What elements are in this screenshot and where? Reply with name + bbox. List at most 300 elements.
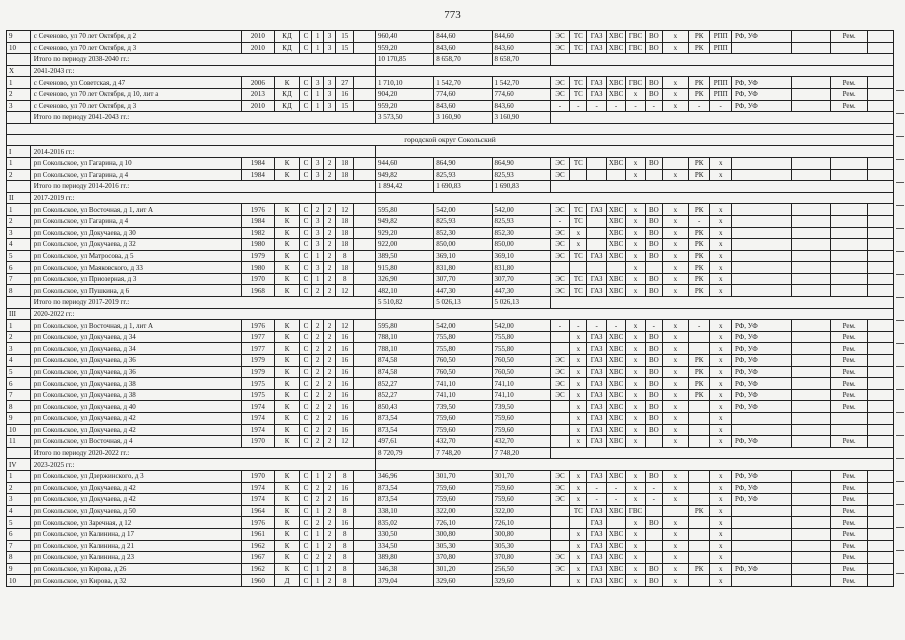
- system-cell: х: [570, 552, 587, 564]
- repair-type-cell: Рем.: [831, 320, 868, 332]
- address-cell: рп Сокольское, ул Калинина, д 23: [30, 552, 241, 564]
- year-cell: 2006: [242, 77, 274, 89]
- system-cell: ВО: [645, 239, 662, 251]
- total-area-cell: 379,04: [375, 575, 433, 587]
- address-cell: рп Сокольское, ул Докучаева, д 42: [30, 494, 241, 506]
- system-cell: РПП: [710, 88, 732, 100]
- owned-area-cell: 726,10: [492, 517, 550, 529]
- living-area-cell: 741,10: [434, 389, 492, 401]
- repair-type-cell: Рем.: [831, 494, 868, 506]
- system-cell: ХВС: [606, 31, 625, 43]
- system-cell: [688, 331, 710, 343]
- wall-material-cell: К: [274, 239, 300, 251]
- empty-cell: [375, 146, 893, 158]
- period-total-living: 7 748,20: [434, 447, 492, 459]
- owned-area-cell: 825,93: [492, 215, 550, 227]
- system-cell: ВО: [645, 31, 662, 43]
- system-cell: ВО: [645, 366, 662, 378]
- address-cell: с Сеченово, ул Советская, д 47: [30, 77, 241, 89]
- year-cell: 1962: [242, 540, 274, 552]
- year-cell: 1984: [242, 215, 274, 227]
- system-cell: ЭС: [550, 239, 569, 251]
- apartments-cell: 8: [336, 552, 354, 564]
- wall-material-cell: К: [274, 424, 300, 436]
- table-row: [7, 239, 894, 251]
- funding-cell: [732, 505, 792, 517]
- year-cell: 1980: [242, 239, 274, 251]
- funding-cell: РФ, УФ: [732, 389, 792, 401]
- system-cell: х: [710, 413, 732, 425]
- system-cell: х: [710, 285, 732, 297]
- system-cell: х: [626, 343, 645, 355]
- system-cell: х: [662, 575, 688, 587]
- empty-cell: [867, 157, 893, 169]
- period-total-label: Итого по периоду 2020-2022 гг.:: [30, 447, 375, 459]
- apartments-cell: 16: [336, 343, 354, 355]
- system-cell: ХВС: [606, 378, 625, 390]
- system-cell: ЭС: [550, 169, 569, 181]
- system-cell: х: [626, 540, 645, 552]
- system-cell: х: [662, 250, 688, 262]
- system-cell: ГАЗ: [587, 563, 606, 575]
- system-cell: ХВС: [606, 343, 625, 355]
- system-cell: ВО: [645, 563, 662, 575]
- empty-cell: [867, 239, 893, 251]
- empty-cell: [792, 540, 831, 552]
- year-cell: 1977: [242, 343, 274, 355]
- owned-area-cell: 1 542,70: [492, 77, 550, 89]
- address-cell: рп Сокольское, ул Докучаева, д 42: [30, 413, 241, 425]
- system-cell: ХВС: [606, 413, 625, 425]
- floors-cell: 3: [312, 239, 324, 251]
- system-cell: ВО: [645, 157, 662, 169]
- system-cell: х: [662, 355, 688, 367]
- funding-cell: РФ, УФ: [732, 355, 792, 367]
- funding-cell: [732, 227, 792, 239]
- living-area-cell: 774,60: [434, 88, 492, 100]
- wall-material-cell: К: [274, 262, 300, 274]
- system-cell: х: [570, 355, 587, 367]
- system-cell: х: [710, 470, 732, 482]
- margin-tick: [896, 228, 904, 229]
- period-total-owned: 3 160,90: [492, 112, 550, 124]
- year-cell: 1974: [242, 413, 274, 425]
- address-cell: рп Сокольское, ул Кирова, д 32: [30, 575, 241, 587]
- system-cell: ТС: [570, 273, 587, 285]
- living-area-cell: 322,00: [434, 505, 492, 517]
- living-area-cell: 369,10: [434, 250, 492, 262]
- system-cell: ХВС: [606, 355, 625, 367]
- entrances-cell: 2: [324, 239, 336, 251]
- system-cell: ХВС: [606, 552, 625, 564]
- system-cell: ВО: [645, 42, 662, 54]
- empty-cell: [792, 77, 831, 89]
- apartments-cell: 16: [336, 366, 354, 378]
- repair-type-cell: Рем.: [831, 389, 868, 401]
- empty-cell: [792, 331, 831, 343]
- system-cell: ГАЗ: [587, 575, 606, 587]
- empty-cell: [792, 227, 831, 239]
- margin-tick: [896, 274, 904, 275]
- category-cell: С: [300, 88, 312, 100]
- entrances-cell: 2: [324, 331, 336, 343]
- system-cell: ГАЗ: [587, 343, 606, 355]
- apartments-cell: 12: [336, 204, 354, 216]
- row-index: 9: [7, 563, 31, 575]
- owned-area-cell: 329,60: [492, 575, 550, 587]
- system-cell: ГВС: [626, 505, 645, 517]
- address-cell: рп Сокольское, ул Калинина, д 21: [30, 540, 241, 552]
- system-cell: ГАЗ: [587, 528, 606, 540]
- living-area-cell: 301,70: [434, 470, 492, 482]
- apartments-cell: 18: [336, 169, 354, 181]
- address-cell: рп Сокольское, ул Докучаева, д 34: [30, 331, 241, 343]
- system-cell: х: [662, 540, 688, 552]
- system-cell: -: [645, 482, 662, 494]
- floors-cell: 2: [312, 285, 324, 297]
- empty-cell: [867, 505, 893, 517]
- system-cell: х: [662, 366, 688, 378]
- living-area-cell: 843,60: [434, 100, 492, 112]
- wall-material-cell: КД: [274, 31, 300, 43]
- empty-cell: [792, 413, 831, 425]
- empty-cell: [354, 77, 376, 89]
- system-cell: [688, 575, 710, 587]
- system-cell: х: [626, 227, 645, 239]
- floors-cell: 2: [312, 413, 324, 425]
- row-index: 11: [7, 436, 31, 448]
- system-cell: ВО: [645, 215, 662, 227]
- system-cell: РК: [688, 262, 710, 274]
- entrances-cell: 2: [324, 494, 336, 506]
- living-area-cell: 843,60: [434, 42, 492, 54]
- system-cell: ЭС: [550, 389, 569, 401]
- period-index: III: [7, 308, 31, 320]
- entrances-cell: 2: [324, 424, 336, 436]
- empty-cell: [375, 459, 893, 471]
- wall-material-cell: К: [274, 331, 300, 343]
- address-cell: рп Сокольское, ул Восточная, д 1, лит А: [30, 204, 241, 216]
- total-area-cell: 904,20: [375, 88, 433, 100]
- apartments-cell: 18: [336, 157, 354, 169]
- period-label: 2023-2025 гг.:: [30, 459, 375, 471]
- spacer-cell: [7, 123, 894, 134]
- address-cell: рп Сокольское, ул Докучаева, д 42: [30, 424, 241, 436]
- repair-type-cell: Рем.: [831, 88, 868, 100]
- living-area-cell: 542,00: [434, 204, 492, 216]
- empty-cell: [867, 42, 893, 54]
- owned-area-cell: 759,60: [492, 494, 550, 506]
- category-cell: С: [300, 540, 312, 552]
- owned-area-cell: 760,50: [492, 366, 550, 378]
- living-area-cell: 370,80: [434, 552, 492, 564]
- owned-area-cell: 741,10: [492, 389, 550, 401]
- funding-cell: [732, 517, 792, 529]
- system-cell: [587, 262, 606, 274]
- table-row: [7, 540, 894, 552]
- system-cell: ГАЗ: [587, 424, 606, 436]
- system-cell: ТС: [570, 31, 587, 43]
- living-area-cell: 726,10: [434, 517, 492, 529]
- floors-cell: 3: [312, 215, 324, 227]
- system-cell: ВО: [645, 355, 662, 367]
- apartments-cell: 18: [336, 262, 354, 274]
- system-cell: х: [662, 470, 688, 482]
- repair-type-cell: Рем.: [831, 575, 868, 587]
- system-cell: ТС: [570, 157, 587, 169]
- period-total-label: Итого по периоду 2038-2040 гг.:: [30, 54, 375, 66]
- funding-cell: [732, 575, 792, 587]
- system-cell: х: [626, 389, 645, 401]
- system-cell: [550, 343, 569, 355]
- apartments-cell: 8: [336, 505, 354, 517]
- system-cell: х: [710, 517, 732, 529]
- empty-cell: [354, 517, 376, 529]
- system-cell: х: [710, 343, 732, 355]
- table-row: [7, 413, 894, 425]
- system-cell: х: [626, 88, 645, 100]
- period-total-row: [7, 54, 894, 66]
- year-cell: 1968: [242, 285, 274, 297]
- margin-tick: [896, 297, 904, 298]
- entrances-cell: 2: [324, 482, 336, 494]
- period-total-area: 1 894,42: [375, 181, 433, 193]
- system-cell: РПП: [710, 42, 732, 54]
- floors-cell: 2: [312, 378, 324, 390]
- row-index: 2: [7, 482, 31, 494]
- category-cell: С: [300, 273, 312, 285]
- system-cell: ГАЗ: [587, 378, 606, 390]
- repair-type-cell: [831, 42, 868, 54]
- system-cell: ТС: [570, 215, 587, 227]
- period-total-owned: 5 026,13: [492, 297, 550, 309]
- address-cell: рп Сокольское, ул Заречная, д 12: [30, 517, 241, 529]
- entrances-cell: 3: [324, 77, 336, 89]
- empty-cell: [867, 331, 893, 343]
- living-area-cell: 825,93: [434, 169, 492, 181]
- entrances-cell: 2: [324, 552, 336, 564]
- system-cell: х: [570, 528, 587, 540]
- system-cell: х: [710, 169, 732, 181]
- system-cell: ВО: [645, 378, 662, 390]
- row-index: 1: [7, 204, 31, 216]
- system-cell: ХВС: [606, 470, 625, 482]
- system-cell: х: [710, 239, 732, 251]
- table-row: [7, 378, 894, 390]
- system-cell: х: [626, 494, 645, 506]
- total-area-cell: 959,20: [375, 42, 433, 54]
- row-index: 5: [7, 517, 31, 529]
- period-total-label: Итого по периоду 2017-2019 гг.:: [30, 297, 375, 309]
- floors-cell: 3: [312, 157, 324, 169]
- total-area-cell: 959,20: [375, 100, 433, 112]
- system-cell: ГАЗ: [587, 540, 606, 552]
- row-index: 1: [7, 77, 31, 89]
- year-cell: 1982: [242, 227, 274, 239]
- system-cell: х: [626, 273, 645, 285]
- funding-cell: РФ, УФ: [732, 31, 792, 43]
- funding-cell: [732, 239, 792, 251]
- empty-cell: [867, 31, 893, 43]
- wall-material-cell: К: [274, 470, 300, 482]
- system-cell: х: [626, 470, 645, 482]
- system-cell: х: [570, 366, 587, 378]
- empty-cell: [792, 273, 831, 285]
- empty-cell: [354, 250, 376, 262]
- entrances-cell: 2: [324, 250, 336, 262]
- wall-material-cell: КД: [274, 42, 300, 54]
- system-cell: РК: [688, 355, 710, 367]
- system-cell: РК: [688, 88, 710, 100]
- wall-material-cell: КД: [274, 100, 300, 112]
- owned-area-cell: 755,80: [492, 331, 550, 343]
- total-area-cell: 835,02: [375, 517, 433, 529]
- entrances-cell: 2: [324, 528, 336, 540]
- empty-cell: [792, 157, 831, 169]
- row-index: 6: [7, 378, 31, 390]
- system-cell: ХВС: [606, 42, 625, 54]
- empty-cell: [867, 250, 893, 262]
- apartments-cell: 8: [336, 563, 354, 575]
- category-cell: С: [300, 355, 312, 367]
- system-cell: ЭС: [550, 31, 569, 43]
- system-cell: -: [587, 100, 606, 112]
- total-area-cell: 788,10: [375, 343, 433, 355]
- empty-cell: [550, 297, 893, 309]
- floors-cell: 3: [312, 169, 324, 181]
- funding-cell: [732, 413, 792, 425]
- system-cell: ГАЗ: [587, 88, 606, 100]
- system-cell: [645, 540, 662, 552]
- living-area-cell: 300,80: [434, 528, 492, 540]
- entrances-cell: 2: [324, 540, 336, 552]
- system-cell: ГАЗ: [587, 31, 606, 43]
- year-cell: 2010: [242, 31, 274, 43]
- empty-cell: [7, 447, 31, 459]
- row-index: 9: [7, 31, 31, 43]
- year-cell: 1977: [242, 331, 274, 343]
- system-cell: ХВС: [606, 227, 625, 239]
- year-cell: 1962: [242, 563, 274, 575]
- system-cell: х: [662, 401, 688, 413]
- repair-type-cell: [831, 413, 868, 425]
- district-header-row: [7, 134, 894, 146]
- system-cell: ХВС: [606, 77, 625, 89]
- system-cell: РК: [688, 389, 710, 401]
- owned-area-cell: 852,30: [492, 227, 550, 239]
- wall-material-cell: К: [274, 320, 300, 332]
- system-cell: ГАЗ: [587, 389, 606, 401]
- table-row: [7, 436, 894, 448]
- repair-type-cell: Рем.: [831, 505, 868, 517]
- entrances-cell: 3: [324, 42, 336, 54]
- system-cell: х: [662, 436, 688, 448]
- funding-cell: РФ, УФ: [732, 100, 792, 112]
- margin-tick: [896, 527, 904, 528]
- empty-cell: [792, 239, 831, 251]
- system-cell: х: [662, 227, 688, 239]
- empty-cell: [354, 482, 376, 494]
- system-cell: РК: [688, 227, 710, 239]
- system-cell: [662, 505, 688, 517]
- year-cell: 1980: [242, 262, 274, 274]
- owned-area-cell: 864,90: [492, 157, 550, 169]
- empty-cell: [354, 227, 376, 239]
- funding-cell: РФ, УФ: [732, 77, 792, 89]
- empty-cell: [867, 215, 893, 227]
- empty-cell: [550, 181, 893, 193]
- owned-area-cell: 370,80: [492, 552, 550, 564]
- system-cell: х: [710, 482, 732, 494]
- address-cell: рп Сокольское, ул Докучаева, д 38: [30, 378, 241, 390]
- repair-type-cell: Рем.: [831, 482, 868, 494]
- floors-cell: 2: [312, 355, 324, 367]
- system-cell: х: [710, 250, 732, 262]
- empty-cell: [792, 389, 831, 401]
- empty-cell: [792, 470, 831, 482]
- system-cell: ВО: [645, 424, 662, 436]
- system-cell: х: [570, 494, 587, 506]
- total-area-cell: 852,27: [375, 389, 433, 401]
- wall-material-cell: К: [274, 552, 300, 564]
- table-row: [7, 482, 894, 494]
- system-cell: х: [570, 331, 587, 343]
- repair-plan-table-sheet: [6, 30, 894, 587]
- year-cell: 1974: [242, 482, 274, 494]
- year-cell: 1979: [242, 355, 274, 367]
- entrances-cell: 2: [324, 378, 336, 390]
- floors-cell: 2: [312, 436, 324, 448]
- empty-cell: [792, 528, 831, 540]
- system-cell: ХВС: [606, 88, 625, 100]
- system-cell: ГАЗ: [587, 273, 606, 285]
- system-cell: РК: [688, 378, 710, 390]
- system-cell: х: [710, 215, 732, 227]
- system-cell: [550, 517, 569, 529]
- repair-type-cell: Рем.: [831, 552, 868, 564]
- page-number: 773: [444, 9, 461, 21]
- system-cell: х: [662, 552, 688, 564]
- system-cell: х: [626, 366, 645, 378]
- empty-cell: [867, 494, 893, 506]
- empty-cell: [792, 42, 831, 54]
- system-cell: ХВС: [606, 528, 625, 540]
- system-cell: ВО: [645, 77, 662, 89]
- living-area-cell: 447,30: [434, 285, 492, 297]
- system-cell: ХВС: [606, 389, 625, 401]
- empty-cell: [792, 320, 831, 332]
- row-index: 5: [7, 366, 31, 378]
- address-cell: рп Сокольское, ул Докучаева, д 30: [30, 227, 241, 239]
- system-cell: ГВС: [626, 42, 645, 54]
- system-cell: [688, 470, 710, 482]
- repair-type-cell: [831, 285, 868, 297]
- empty-cell: [354, 552, 376, 564]
- system-cell: [550, 262, 569, 274]
- category-cell: С: [300, 285, 312, 297]
- system-cell: РК: [688, 169, 710, 181]
- entrances-cell: 2: [324, 273, 336, 285]
- wall-material-cell: КД: [274, 88, 300, 100]
- system-cell: х: [662, 273, 688, 285]
- floors-cell: 1: [312, 100, 324, 112]
- floors-cell: 2: [312, 204, 324, 216]
- category-cell: С: [300, 563, 312, 575]
- system-cell: РК: [688, 239, 710, 251]
- table-row: [7, 424, 894, 436]
- owned-area-cell: 774,60: [492, 88, 550, 100]
- system-cell: ГАЗ: [587, 77, 606, 89]
